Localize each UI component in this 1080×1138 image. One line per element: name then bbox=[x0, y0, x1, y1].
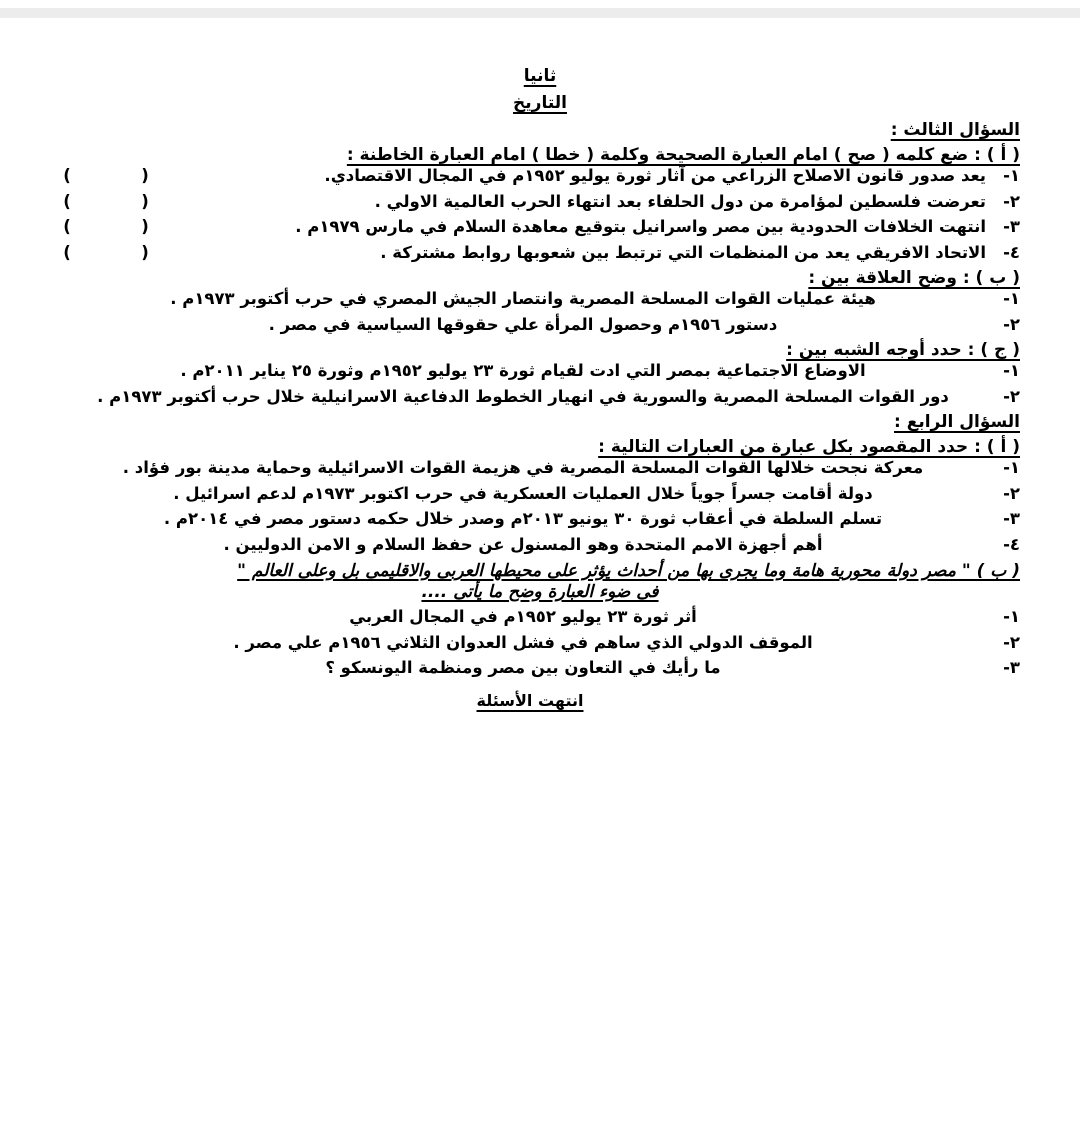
item-body bbox=[60, 242, 986, 262]
item-number: ٣- bbox=[1003, 217, 1020, 236]
subject-text: التاريخ bbox=[513, 93, 567, 113]
item-number: ٢- bbox=[1003, 314, 1020, 334]
item-text: هيئة عمليات القوات المسلحة المصرية وانتصار الجيش المصري في حرب أكتوبر ١٩٧٣م . bbox=[170, 289, 876, 308]
question-3-part-a-heading-text: ( أ ) : ضع كلمه ( صح ) امام العبارة الصحيحة وكلمة ( خطا ) امام العبارة الخاطنة : bbox=[346, 145, 1020, 165]
subject-heading bbox=[60, 95, 1020, 112]
list-item bbox=[60, 609, 1020, 626]
item-text: تعرضت فلسطين لمؤامرة من دول الحلفاء بعد انتهاء الحرب العالمية الاولي . bbox=[374, 191, 986, 211]
paren-close: ) bbox=[63, 217, 71, 236]
list-item bbox=[60, 511, 1020, 528]
paren-close: ) bbox=[63, 166, 71, 185]
item-number: ٢- bbox=[1003, 483, 1020, 503]
answer-blank[interactable] bbox=[60, 168, 152, 185]
item-text: تسلم السلطة في أعقاب ثورة ٣٠ يونيو ٢٠١٣م وصدر خلال حكمه دستور مصر في ٢٠١٤م . bbox=[163, 509, 883, 528]
list-item bbox=[60, 242, 1020, 262]
list-item bbox=[60, 460, 1020, 477]
question-3-part-a-heading bbox=[60, 147, 1020, 164]
paren-open: ( bbox=[141, 217, 149, 236]
question-4-part-a-heading-text: ( أ ) : حدد المقصود بكل عبارة من العبارات التالية : bbox=[598, 437, 1020, 457]
paren-open: ( bbox=[141, 242, 149, 262]
list-item bbox=[60, 632, 1020, 652]
item-number: ٤- bbox=[1003, 534, 1020, 554]
paren-open: ( bbox=[141, 166, 149, 185]
page-top-band bbox=[0, 8, 1080, 18]
question-4-part-b-quote-text: ( ب ) " مصر دولة محورية هامة وما يجرى بها من أحداث يؤثر على محيطها العربى والاقليمى بل وعلى العالم " bbox=[237, 561, 1020, 581]
item-text: يعد صدور قانون الاصلاح الزراعي من آثار ثورة يوليو ١٩٥٢م في المجال الاقتصادي. bbox=[324, 166, 986, 185]
question-3-part-a-items bbox=[60, 168, 1020, 261]
item-text: دولة أقامت جسراً جوياً خلال العمليات العسكرية في حرب اكتوبر ١٩٧٣م لدعم اسرائيل . bbox=[173, 483, 873, 503]
list-item bbox=[60, 291, 1020, 308]
question-4-part-b-items bbox=[60, 609, 1020, 677]
question-3-part-c-heading bbox=[60, 342, 1020, 359]
item-text: الاتحاد الافريقي يعد من المنظمات التي ترتبط بين شعوبها روابط مشتركة . bbox=[380, 242, 986, 262]
item-text: أهم أجهزة الامم المتحدة وهو المسنول عن حفظ السلام و الامن الدوليين . bbox=[223, 534, 823, 554]
question-4-part-b-quote bbox=[60, 563, 1020, 580]
list-item bbox=[60, 386, 1020, 406]
question-4-heading bbox=[60, 414, 1020, 431]
question-4-part-b-subheading-text: فى ضوء العبارة وضح ما يأتى .... bbox=[421, 582, 659, 602]
list-item bbox=[60, 483, 1020, 503]
item-number: ١- bbox=[1003, 607, 1020, 626]
answer-blank[interactable] bbox=[60, 242, 152, 262]
item-number: ١- bbox=[1003, 361, 1020, 380]
item-text: الموقف الدولي الذي ساهم في فشل العدوان الثلاثي ١٩٥٦م علي مصر . bbox=[233, 632, 813, 652]
item-text: انتهت الخلافات الحدودية بين مصر واسرانيل بتوقيع معاهدة السلام في مارس ١٩٧٩م . bbox=[295, 217, 986, 236]
item-text: دستور ١٩٥٦م وحصول المرأة علي حقوقها السياسية في مصر . bbox=[268, 314, 778, 334]
list-item bbox=[60, 168, 1020, 185]
end-note-inner bbox=[476, 690, 584, 710]
item-text: الاوضاع الاجتماعية بمصر التي ادت لقيام ثورة ٢٣ يوليو ١٩٥٢م وثورة ٢٥ يناير ٢٠١١م . bbox=[180, 361, 866, 380]
question-4-heading-text: السؤال الرابع : bbox=[894, 412, 1020, 432]
paren-close: ) bbox=[63, 242, 71, 262]
answer-blank[interactable] bbox=[60, 219, 152, 236]
item-number: ٣- bbox=[1003, 509, 1020, 528]
question-3-part-b-heading-text: ( ب ) : وضح العلاقة بين : bbox=[808, 268, 1020, 288]
item-number: ٤- bbox=[1003, 242, 1020, 262]
item-text: ما رأيك في التعاون بين مصر ومنظمة اليونسكو ؟ bbox=[325, 658, 721, 677]
question-3-part-c-heading-text: ( ج ) : حدد أوجه الشبه بين : bbox=[786, 340, 1020, 360]
question-4-part-a-heading bbox=[60, 439, 1020, 456]
item-number: ١- bbox=[1003, 166, 1020, 185]
question-3-part-b-heading bbox=[60, 270, 1020, 287]
paren-open: ( bbox=[141, 191, 149, 211]
list-item bbox=[60, 363, 1020, 380]
item-text: معركة نجحت خلالها القوات المسلحة المصرية في هزيمة القوات الاسرائيلية وحماية مدينة بور فؤاد . bbox=[122, 458, 924, 477]
item-body bbox=[60, 168, 986, 185]
list-item bbox=[60, 191, 1020, 211]
list-item bbox=[60, 314, 1020, 334]
question-3-part-b-items bbox=[60, 291, 1020, 333]
end-note-text: انتهت الأسئلة bbox=[476, 690, 584, 710]
item-number: ٢- bbox=[1003, 386, 1020, 406]
question-4-part-b-subheading bbox=[60, 584, 1020, 601]
item-text: أثر ثورة ٢٣ يوليو ١٩٥٢م في المجال العربي bbox=[349, 607, 697, 626]
question-3-heading-text: السؤال الثالث : bbox=[890, 120, 1020, 140]
question-3-heading bbox=[60, 122, 1020, 139]
subject-order-text: ثانيا bbox=[523, 66, 557, 86]
item-number: ١- bbox=[1003, 289, 1020, 308]
list-item bbox=[60, 660, 1020, 677]
item-number: ٣- bbox=[1003, 658, 1020, 677]
question-3-part-c-items bbox=[60, 363, 1020, 405]
item-body bbox=[60, 219, 986, 236]
item-number: ٢- bbox=[1003, 632, 1020, 652]
subject-order-heading bbox=[60, 68, 1020, 85]
list-item bbox=[60, 534, 1020, 554]
item-body bbox=[60, 191, 986, 211]
item-number: ٢- bbox=[1003, 191, 1020, 211]
question-4-part-a-items bbox=[60, 460, 1020, 553]
item-number: ١- bbox=[1003, 458, 1020, 477]
item-text: دور القوات المسلحة المصرية والسورية في انهيار الخطوط الدفاعية الاسرانيلية خلال حرب أكتوبر ١٩٧٣م . bbox=[97, 386, 949, 406]
list-item bbox=[60, 219, 1020, 236]
exam-sheet-content bbox=[60, 18, 1020, 1138]
paren-close: ) bbox=[63, 191, 71, 211]
end-of-questions-note bbox=[60, 690, 1020, 710]
answer-blank[interactable] bbox=[60, 191, 152, 211]
exam-page bbox=[0, 18, 1080, 1138]
